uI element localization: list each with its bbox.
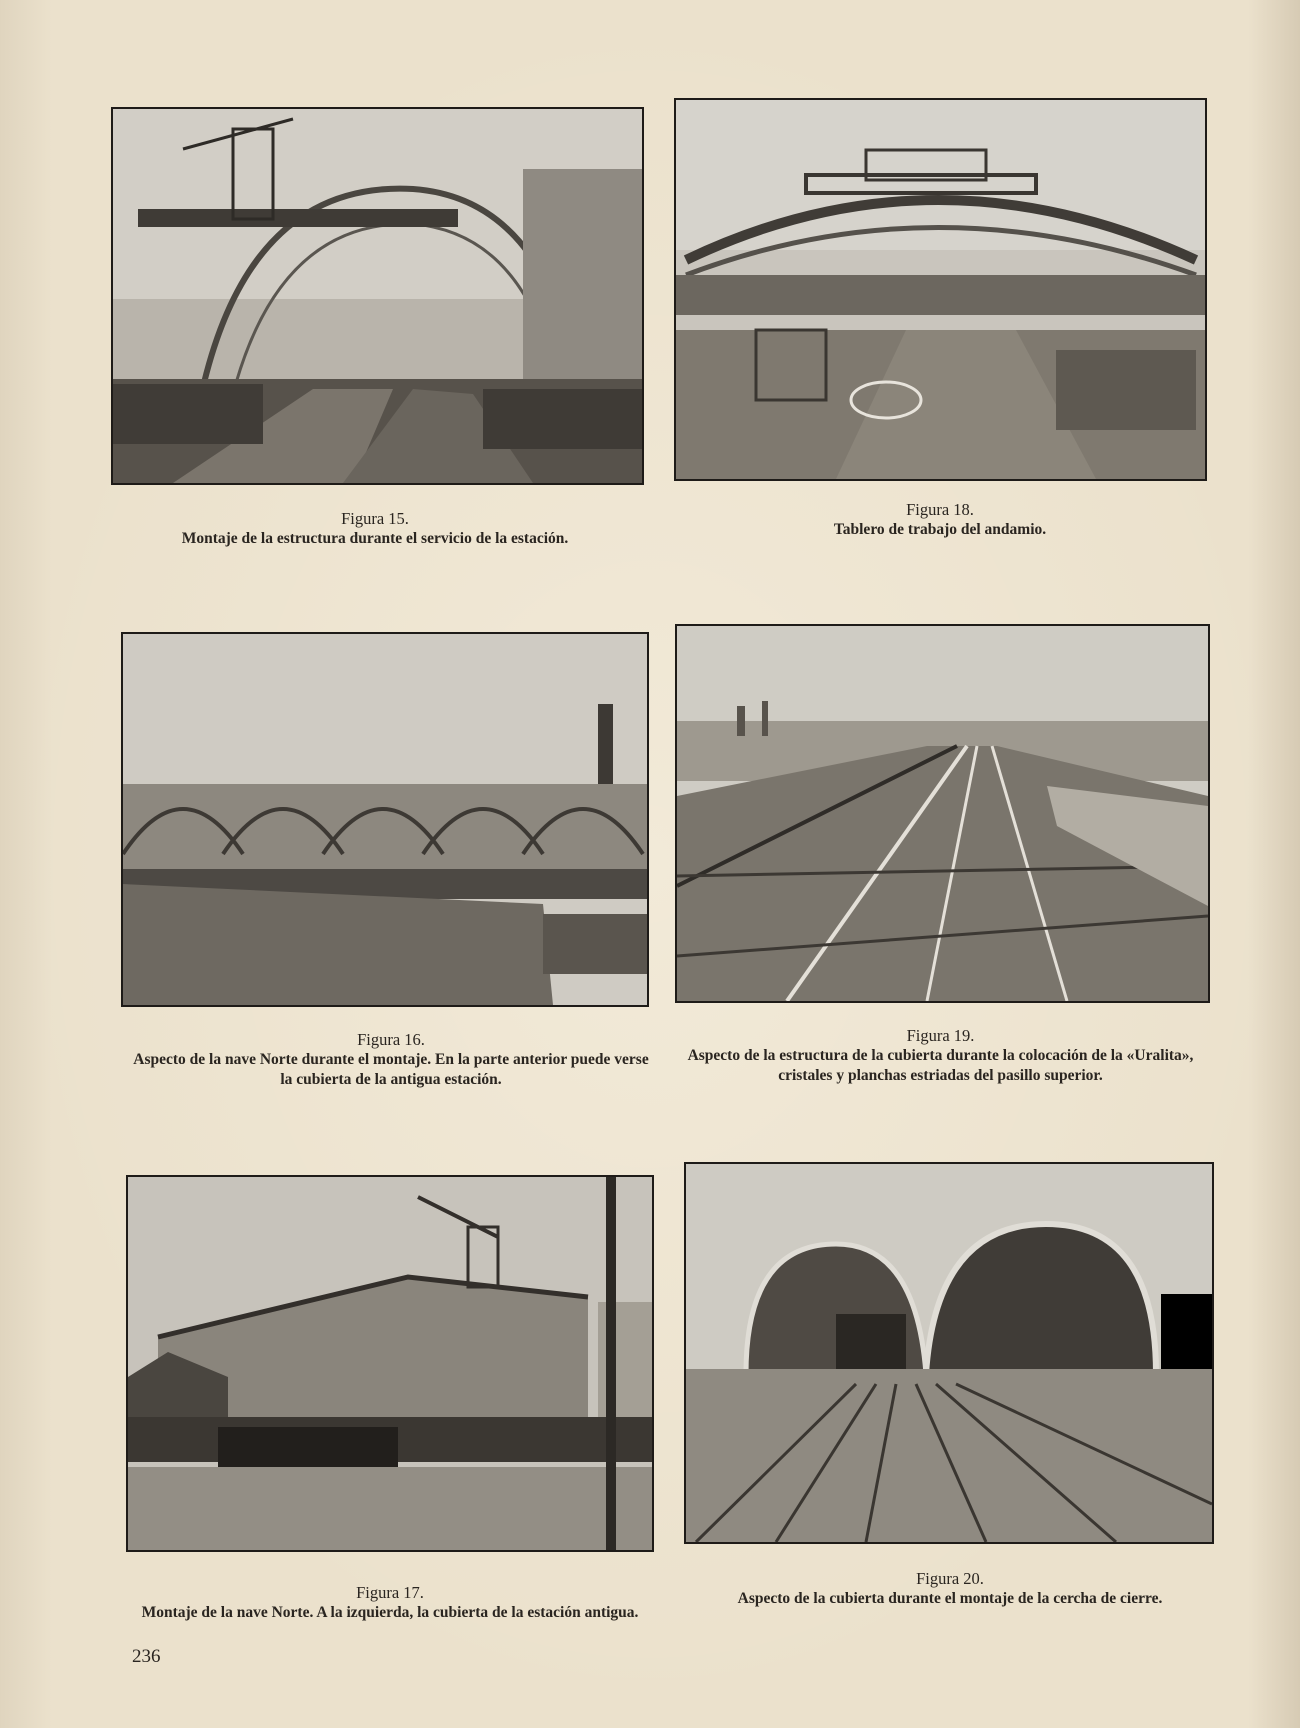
figure-20-number: Figura 20. [916, 1569, 984, 1588]
page-number: 236 [132, 1646, 161, 1667]
figure-18-number: Figura 18. [906, 500, 974, 519]
figure-15-photo [111, 107, 644, 485]
figure-16-caption: Aspecto de la nave Norte durante el montaje. En la parte anterior puede verse la cubierta de la antigua estación. [133, 1051, 649, 1088]
figure-20-caption: Aspecto de la cubierta durante el montaje de la cercha de cierre. [737, 1590, 1163, 1607]
figure-15-caption: Montaje de la estructura durante el servicio de la estación. [181, 530, 569, 547]
figure-19-caption: Aspecto de la estructura de la cubierta durante la colocación de la «Uralita», cristales y planchas estriadas del pasillo superior. [687, 1047, 1194, 1084]
figure-16-photo [121, 632, 649, 1007]
figure-20-photo [684, 1162, 1214, 1544]
figure-15-number: Figura 15. [341, 509, 409, 528]
figure-18-photo [674, 98, 1207, 481]
figure-19-number: Figura 19. [906, 1026, 975, 1045]
figure-17-caption: Montaje de la nave Norte. A la izquierda, la cubierta de la estación antigua. [141, 1604, 639, 1621]
figure-17-photo [126, 1175, 654, 1552]
figure-17-number: Figura 17. [356, 1583, 424, 1602]
figure-19-photo [675, 624, 1210, 1003]
figure-18-caption: Tablero de trabajo del andamio. [833, 521, 1047, 538]
figure-16-number: Figura 16. [357, 1030, 425, 1049]
